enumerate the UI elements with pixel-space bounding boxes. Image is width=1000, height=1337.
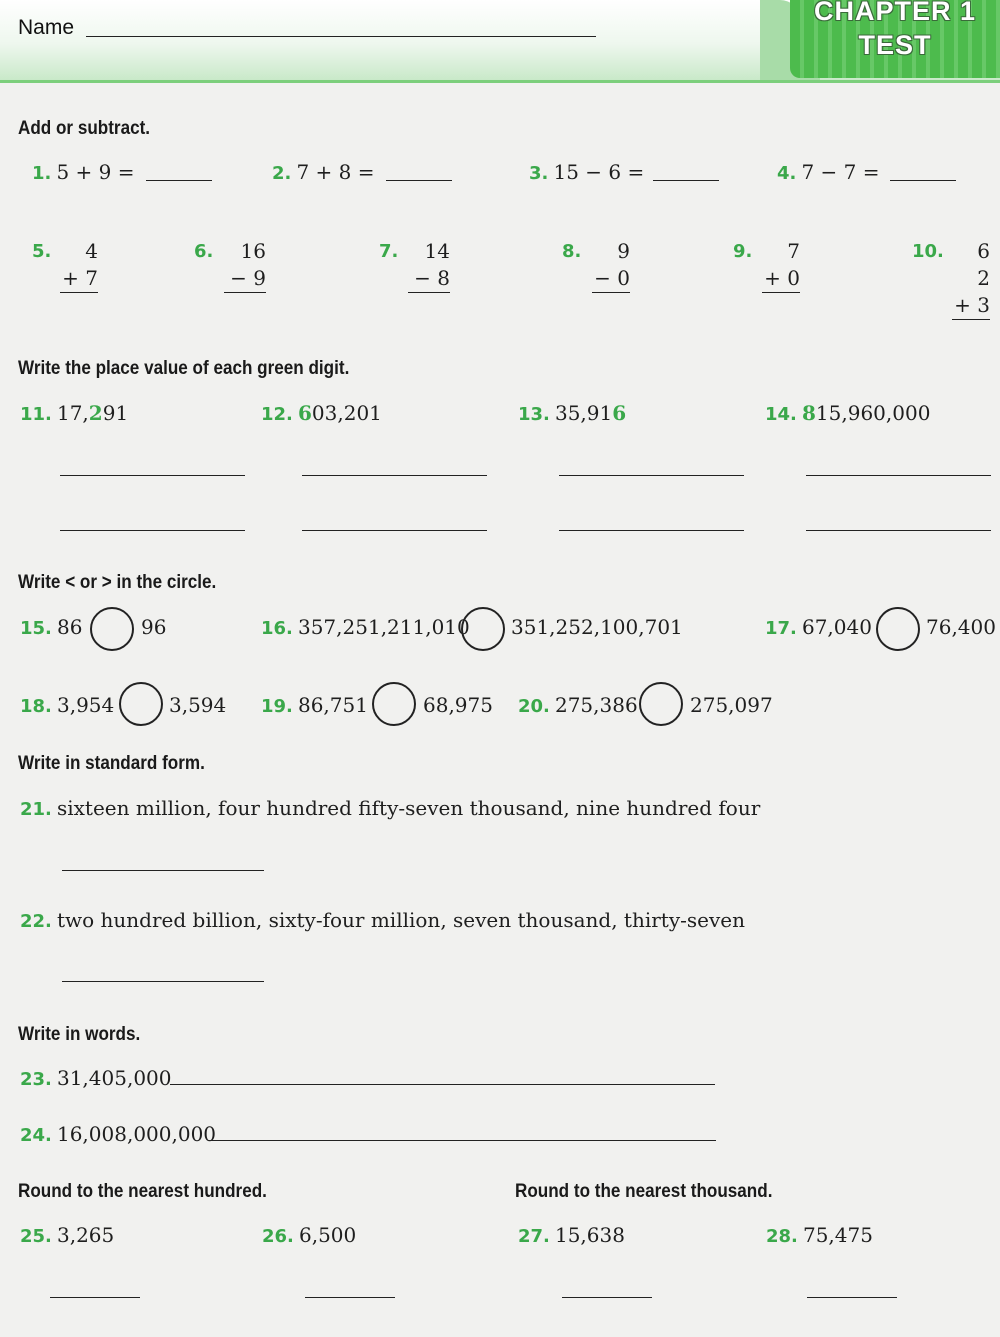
section-place-value: Write the place value of each green digit. (18, 358, 350, 379)
problem-number-8: 8. (562, 241, 582, 262)
problem-number: 11. (20, 404, 52, 425)
problem-number-7: 7. (379, 241, 399, 262)
answer-line-12a[interactable] (302, 475, 487, 476)
problem-value: 3,265 (56, 1223, 115, 1247)
problem-text: sixteen million, four hundred fifty-seven thousand, nine hundred four (56, 796, 761, 820)
problem-23 (20, 1066, 172, 1090)
left-value: 86 (56, 615, 83, 639)
problem-number: 4. (777, 163, 797, 184)
problem-number: 20. (518, 696, 550, 717)
answer-line-13b[interactable] (559, 530, 744, 531)
answer-line-13a[interactable] (559, 475, 744, 476)
compare-circle-18[interactable] (119, 682, 163, 726)
problem-number: 21. (20, 799, 52, 820)
right-value-15: 96 (141, 615, 167, 639)
left-value: 3,954 (56, 693, 115, 717)
problem-20 (518, 693, 638, 717)
number-prefix: 17, (56, 401, 89, 425)
bottom-operand: − 8 (414, 266, 450, 290)
green-digit: 8 (801, 401, 816, 425)
right-value-18: 3,594 (169, 693, 227, 717)
bottom-operand: + 0 (764, 266, 800, 290)
compare-circle-20[interactable] (639, 682, 683, 726)
green-digit: 6 (297, 401, 312, 425)
problem-4 (777, 160, 880, 184)
problem-6-stack (224, 238, 266, 293)
right-value-16: 351,252,100,701 (511, 615, 683, 639)
left-value: 86,751 (297, 693, 368, 717)
problem-3 (529, 160, 644, 184)
bottom-operand: + 7 (62, 266, 98, 290)
problem-number: 17. (765, 618, 797, 639)
problem-1 (32, 160, 135, 184)
right-value-20: 275,097 (690, 693, 773, 717)
problem-value: 75,475 (802, 1223, 873, 1247)
bottom-operand: + 3 (954, 293, 990, 317)
problem-8-stack (592, 238, 630, 293)
sum-bar (60, 292, 98, 293)
problem-number-10: 10. (912, 241, 944, 262)
answer-line-22[interactable] (62, 981, 264, 982)
answer-line-26[interactable] (305, 1297, 395, 1298)
problem-number: 27. (518, 1226, 550, 1247)
answer-line-2[interactable] (386, 180, 452, 181)
problem-24 (20, 1122, 216, 1146)
problem-expression: 5 + 9 = (56, 160, 135, 184)
top-operand: 7 (787, 239, 800, 263)
answer-line-4[interactable] (890, 180, 956, 181)
problem-22 (20, 908, 745, 932)
problem-expression: 7 + 8 = (296, 160, 375, 184)
problem-25 (20, 1223, 114, 1247)
green-digit: 2 (88, 401, 103, 425)
problem-number: 3. (529, 163, 549, 184)
section-words: Write in words. (18, 1024, 141, 1045)
answer-line-23[interactable] (170, 1084, 715, 1085)
number-prefix: 35,91 (554, 401, 613, 425)
problem-value: 16,008,000,000 (56, 1122, 217, 1146)
section-add-subtract: Add or subtract. (18, 118, 151, 139)
section-round-hundred: Round to the nearest hundred. (18, 1181, 267, 1202)
problem-number-5: 5. (32, 241, 52, 262)
answer-line-3[interactable] (653, 180, 719, 181)
answer-line-1[interactable] (146, 180, 212, 181)
problem-number-6: 6. (194, 241, 214, 262)
problem-15 (20, 615, 82, 639)
problem-9-stack (762, 238, 800, 293)
top-operand: 9 (617, 239, 630, 263)
answer-line-14a[interactable] (806, 475, 991, 476)
problem-number: 13. (518, 404, 550, 425)
sum-bar (952, 319, 990, 320)
sum-bar (592, 292, 630, 293)
problem-28 (766, 1223, 873, 1247)
sum-bar (408, 292, 450, 293)
problem-expression: 7 − 7 = (801, 160, 880, 184)
answer-line-21[interactable] (62, 870, 264, 871)
badge-title: CHAPTER 1 (813, 0, 977, 26)
problem-number: 14. (765, 404, 797, 425)
problem-12 (261, 401, 382, 425)
answer-line-11a[interactable] (60, 475, 245, 476)
compare-circle-15[interactable] (90, 607, 134, 651)
problem-11 (20, 401, 128, 425)
answer-line-28[interactable] (807, 1297, 897, 1298)
number-suffix: 15,960,000 (815, 401, 931, 425)
problem-7-stack (408, 238, 450, 293)
answer-line-27[interactable] (562, 1297, 652, 1298)
name-answer-line[interactable] (86, 36, 596, 37)
problem-number: 16. (261, 618, 293, 639)
right-value-17: 76,400 (926, 615, 996, 639)
problem-number: 12. (261, 404, 293, 425)
name-label: Name (18, 16, 75, 39)
problem-number: 23. (20, 1069, 52, 1090)
problem-number-9: 9. (733, 241, 753, 262)
top-operand: 16 (240, 239, 266, 263)
problem-number: 24. (20, 1125, 52, 1146)
section-standard-form: Write in standard form. (18, 753, 205, 774)
problem-text: two hundred billion, sixty-four million, seven thousand, thirty-seven (56, 908, 746, 932)
top-operand: 6 (977, 239, 990, 263)
answer-line-12b[interactable] (302, 530, 487, 531)
problem-number: 28. (766, 1226, 798, 1247)
bottom-operand: − 0 (594, 266, 630, 290)
problem-16 (261, 615, 470, 639)
problem-number: 1. (32, 163, 52, 184)
sum-bar (224, 292, 266, 293)
top-operand: 4 (85, 239, 98, 263)
problem-value: 15,638 (554, 1223, 625, 1247)
top-operand: 14 (424, 239, 450, 263)
section-compare: Write < or > in the circle. (18, 572, 217, 593)
middle-operand: 2 (977, 266, 990, 290)
problem-27 (518, 1223, 625, 1247)
problem-13 (518, 401, 626, 425)
problem-14 (765, 401, 930, 425)
problem-number: 15. (20, 618, 52, 639)
problem-value: 31,405,000 (56, 1066, 172, 1090)
problem-10-stack (952, 238, 990, 320)
compare-circle-16[interactable] (461, 607, 505, 651)
section-round-thousand: Round to the nearest thousand. (515, 1181, 773, 1202)
problem-number: 25. (20, 1226, 52, 1247)
compare-circle-19[interactable] (372, 682, 416, 726)
right-value-19: 68,975 (423, 693, 493, 717)
problem-number: 2. (272, 163, 292, 184)
problem-number: 19. (261, 696, 293, 717)
left-value: 275,386 (554, 693, 638, 717)
problem-5-stack (60, 238, 98, 293)
left-value: 67,040 (801, 615, 872, 639)
problem-18 (20, 693, 114, 717)
number-suffix: 03,201 (311, 401, 382, 425)
answer-line-25[interactable] (50, 1297, 140, 1298)
problem-19 (261, 693, 368, 717)
sum-bar (762, 292, 800, 293)
answer-line-11b[interactable] (60, 530, 245, 531)
answer-line-24[interactable] (208, 1140, 716, 1141)
bottom-operand: − 9 (230, 266, 266, 290)
problem-21 (20, 796, 760, 820)
green-digit: 6 (612, 401, 627, 425)
problem-expression: 15 − 6 = (553, 160, 645, 184)
badge-subtitle: TEST (858, 30, 932, 60)
problem-17 (765, 615, 872, 639)
problem-number: 26. (262, 1226, 294, 1247)
problem-2 (272, 160, 375, 184)
compare-circle-17[interactable] (876, 607, 920, 651)
problem-26 (262, 1223, 356, 1247)
left-value: 357,251,211,010 (297, 615, 470, 639)
problem-number: 22. (20, 911, 52, 932)
problem-number: 18. (20, 696, 52, 717)
problem-value: 6,500 (298, 1223, 357, 1247)
answer-line-14b[interactable] (806, 530, 991, 531)
number-suffix: 91 (102, 401, 129, 425)
